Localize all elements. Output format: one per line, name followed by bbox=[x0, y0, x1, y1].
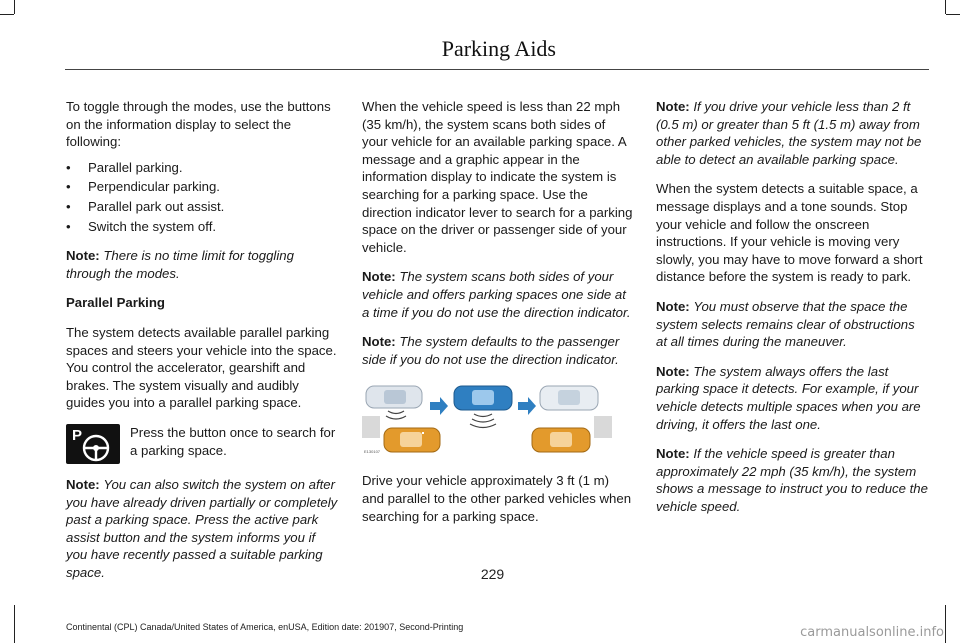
section-heading: Parallel Parking bbox=[66, 295, 165, 311]
active-park-assist-icon bbox=[66, 424, 120, 464]
steering-wheel-icon bbox=[66, 424, 120, 464]
note-text: The system always offers the last parking space it detects. For example, if your vehicle detects multiple spaces when you are driving, it offers the last one. bbox=[656, 363, 921, 432]
note-scans-both-sides bbox=[362, 268, 634, 321]
crop-mark-top-right-h bbox=[946, 14, 960, 15]
list-item: • Parallel parking. bbox=[66, 159, 338, 177]
mode-list bbox=[66, 159, 338, 235]
note-label: Note: bbox=[362, 334, 396, 350]
note-label: Note: bbox=[656, 363, 690, 379]
crop-mark-bottom-right bbox=[945, 605, 946, 643]
crop-mark-top-left-h bbox=[0, 14, 14, 15]
parking-diagram bbox=[362, 380, 612, 460]
note-text: You must observe that the space the system selects remains clear of obstructions at all times during the maneuver. bbox=[656, 298, 915, 350]
page-title: Parking Aids bbox=[441, 36, 556, 61]
watermark: carmanualsonline.info bbox=[800, 625, 944, 640]
crop-mark-bottom-left bbox=[14, 605, 15, 643]
speed-scan-paragraph: When the vehicle speed is less than 22 mph (35 km/h), the system scans both sides of your vehicle for an available parking space. A message and a graphic appear in the information display to indicate the system is searching for a parking space. Use the direction indicator lever to search for a parking space on the driver or passenger side of your vehicle. bbox=[362, 99, 633, 255]
header-rule bbox=[65, 69, 929, 70]
list-item: • Perpendicular parking. bbox=[66, 178, 338, 196]
note-text: The system defaults to the passenger side if you do not use the direction indicator. bbox=[362, 334, 620, 367]
figure-code: E130107 bbox=[364, 448, 381, 454]
note-distance bbox=[656, 98, 928, 168]
button-instruction-text: Press the button once to search for a parking space. bbox=[130, 424, 336, 458]
parallel-parking-paragraph: The system detects available parallel parking spaces and steers your vehicle into the space. You control the accelerator, gearshift and brakes. The system visually and audibly guides you into a parallel parking space. bbox=[66, 324, 337, 411]
edition-footer: Continental (CPL) Canada/United States of America, enUSA, Edition date: 201907, Second-Printing bbox=[66, 622, 464, 632]
crop-mark-top-right bbox=[945, 0, 946, 14]
note-text: If you drive your vehicle less than 2 ft (0.5 m) or greater than 5 ft (1.5 m) away from other parked vehicles, the system may not be able to detect an available parking space. bbox=[656, 99, 922, 167]
suitable-space-paragraph: When the system detects a suitable space, a message displays and a tone sounds. Stop your vehicle and follow the onscreen instructions. If your vehicle is moving very slowly, you may have to move forward a short distance before the system is ready to park. bbox=[656, 181, 923, 285]
column-2 bbox=[362, 98, 634, 537]
list-item: • Parallel park out assist. bbox=[66, 198, 338, 216]
button-instruction bbox=[66, 424, 338, 464]
list-item: • Switch the system off. bbox=[66, 218, 338, 236]
note-text: If the vehicle speed is greater than approximately 22 mph (35 km/h), the system shows a message to instruct you to reduce the vehicle speed. bbox=[656, 446, 928, 514]
note-text: You can also switch the system on after you have already driven partially or completely past a parking space. Press the active park assist button and the system informs you if you have recently passed a suitable parking space. bbox=[66, 476, 338, 580]
crop-mark-top-left bbox=[14, 0, 15, 14]
note-speed-greater bbox=[656, 445, 928, 515]
intro-paragraph: To toggle through the modes, use the buttons on the information display to select the following: bbox=[66, 99, 331, 150]
note-text: There is no time limit for toggling through the modes. bbox=[66, 248, 294, 281]
note-label: Note: bbox=[656, 446, 690, 462]
column-1 bbox=[66, 98, 338, 593]
note-label: Note: bbox=[656, 99, 690, 114]
note-defaults-passenger bbox=[362, 333, 634, 368]
note-observe-space bbox=[656, 298, 928, 351]
note-last-space bbox=[656, 363, 928, 433]
note-label: Note: bbox=[66, 248, 100, 264]
note-toggling bbox=[66, 247, 338, 282]
note-label: Note: bbox=[656, 298, 690, 314]
drive-distance-paragraph: Drive your vehicle approximately 3 ft (1 m) and parallel to the other parked vehicles when searching for a parking space. bbox=[362, 473, 632, 524]
note-label: Note: bbox=[66, 476, 100, 492]
page-number: 229 bbox=[480, 566, 505, 582]
note-text: The system scans both sides of your vehicle and offers parking spaces one side at a time if you do not use the direction indicator. bbox=[362, 269, 631, 320]
parking-scan-illustration bbox=[362, 380, 612, 460]
column-3 bbox=[656, 98, 928, 527]
park-letter: P bbox=[72, 426, 83, 444]
note-label: Note: bbox=[362, 269, 396, 285]
